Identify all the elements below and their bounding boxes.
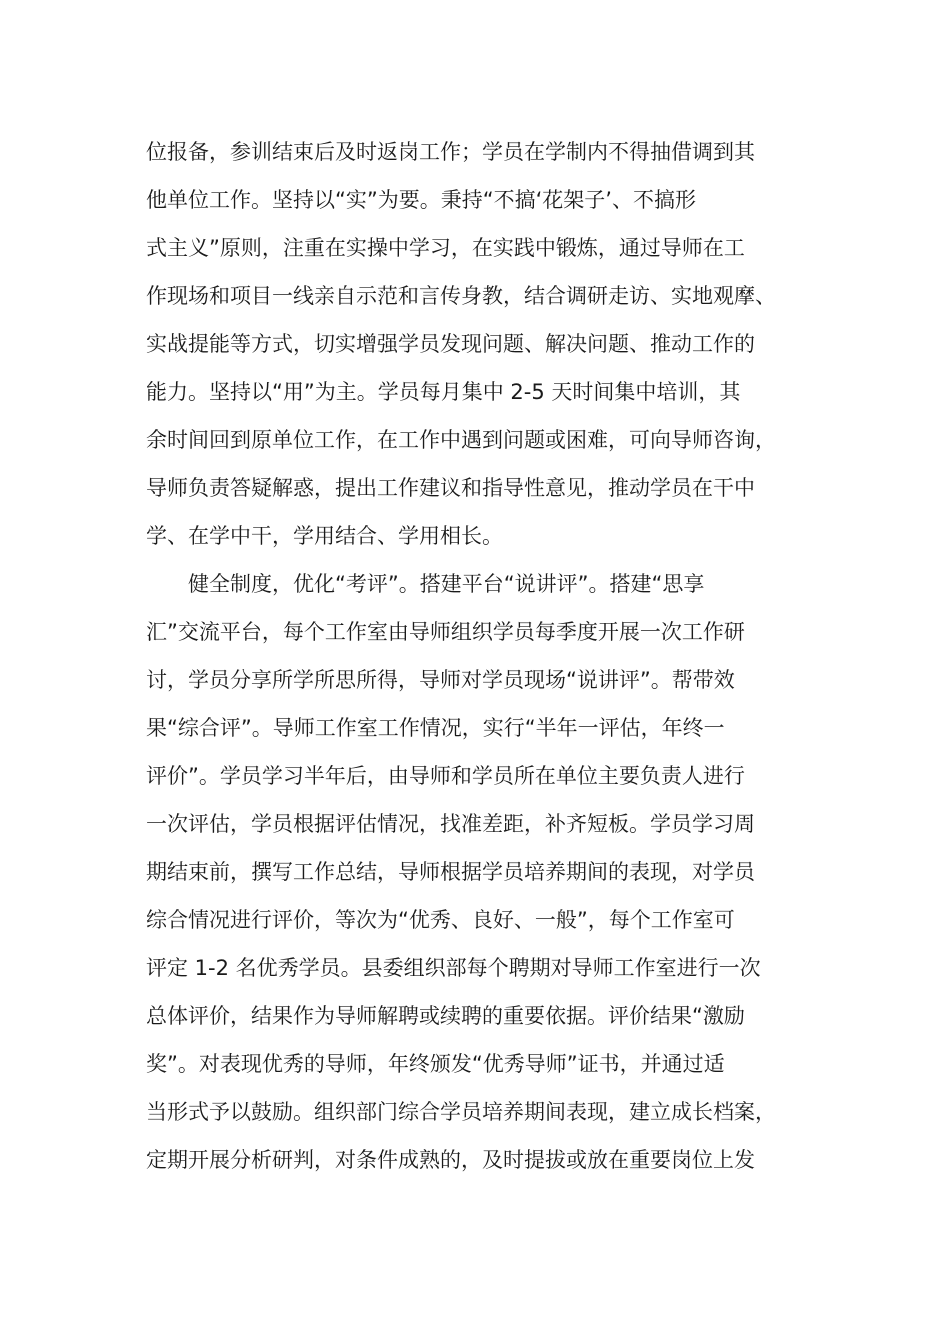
text-line: 评价”。学员学习半年后，由导师和学员所在单位主要负责人进行 [146, 764, 745, 788]
text-line: 总体评价，结果作为导师解聘或续聘的重要依据。评价结果“激励 [146, 1004, 745, 1028]
text-line: 当形式予以鼓励。组织部门综合学员培养期间表现，建立成长档案， [146, 1100, 776, 1124]
text-line: 评定 1-2 名优秀学员。县委组织部每个聘期对导师工作室进行一次 [146, 956, 761, 980]
text-line: 定期开展分析研判，对条件成熟的，及时提拔或放在重要岗位上发 [146, 1148, 755, 1172]
text-line: 导师负责答疑解惑，提出工作建议和指导性意见，推动学员在干中 [146, 476, 755, 500]
text-line: 学、在学中干，学用结合、学用相长。 [146, 524, 503, 548]
text-line: 期结束前，撰写工作总结，导师根据学员培养期间的表现，对学员 [146, 860, 755, 884]
text-line: 余时间回到原单位工作，在工作中遇到问题或困难，可向导师咨询， [146, 428, 776, 452]
text-line: 作现场和项目一线亲自示范和言传身教，结合调研走访、实地观摩、 [146, 284, 776, 308]
text-line: 位报备，参训结束后及时返岗工作；学员在学制内不得抽借调到其 [146, 140, 755, 164]
text-line: 一次评估，学员根据评估情况，找准差距，补齐短板。学员学习周 [146, 812, 755, 836]
text-line: 果“综合评”。导师工作室工作情况，实行“半年一评估，年终一 [146, 716, 725, 740]
text-line: 汇”交流平台，每个工作室由导师组织学员每季度开展一次工作研 [146, 620, 745, 644]
text-line: 式主义”原则，注重在实操中学习，在实践中锻炼，通过导师在工 [146, 236, 745, 260]
text-line: 奖”。对表现优秀的导师，年终颁发“优秀导师”证书，并通过适 [146, 1052, 725, 1076]
text-line: 实战提能等方式，切实增强学员发现问题、解决问题、推动工作的 [146, 332, 755, 356]
paragraph-first-line: 健全制度，优化“考评”。搭建平台“说讲评”。搭建“思享 [188, 572, 705, 596]
text-line: 能力。坚持以“用”为主。学员每月集中 2-5 天时间集中培训，其 [146, 380, 741, 404]
text-line: 他单位工作。坚持以“实”为要。秉持“不搞‘花架子’、不搞形 [146, 188, 696, 212]
text-line: 讨，学员分享所学所思所得，导师对学员现场“说讲评”。帮带效 [146, 668, 735, 692]
text-line: 综合情况进行评价，等次为“优秀、良好、一般”，每个工作室可 [146, 908, 735, 932]
